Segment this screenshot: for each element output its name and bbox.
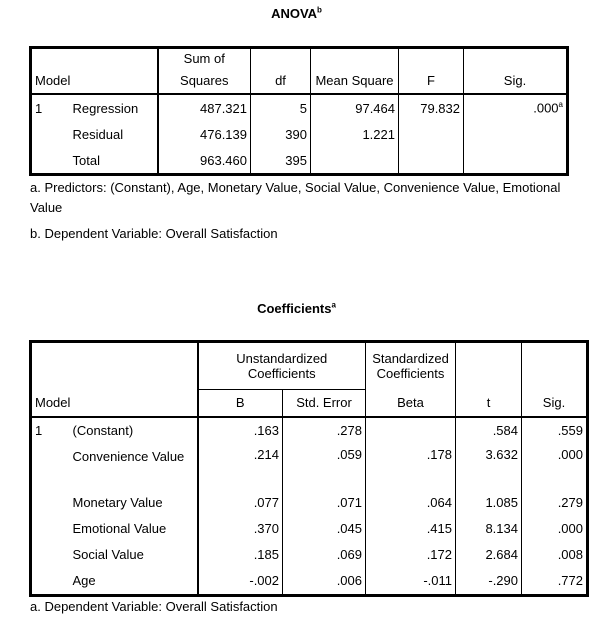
coefficients-cell-sig: .559 <box>522 417 588 444</box>
coefficients-header-beta: Beta <box>366 389 456 417</box>
coefficients-cell-t: .584 <box>456 417 522 444</box>
anova-cell-f <box>399 147 464 175</box>
anova-header-mean-square: Mean Square <box>311 67 399 94</box>
table-row <box>31 542 588 568</box>
anova-row-label: Total <box>72 152 100 168</box>
anova-cell-mean: 1.221 <box>311 121 399 147</box>
anova-header-sum-line1: Sum of <box>158 48 251 68</box>
coefficients-cell-se: .045 <box>283 516 366 542</box>
coefficients-table <box>29 340 589 597</box>
coefficients-header-row <box>31 389 588 417</box>
anova-cell-sum: 487.321 <box>158 94 251 121</box>
std-line1: Standardized <box>372 351 449 366</box>
anova-cell-sig <box>464 121 568 147</box>
coefficients-row-label: Social Value <box>72 547 144 562</box>
coefficients-row-label: Age <box>72 573 96 588</box>
anova-cell-sum: 963.460 <box>158 147 251 175</box>
anova-cell-df: 395 <box>251 147 311 175</box>
coefficients-cell-se: .006 <box>283 568 366 596</box>
coefficients-cell-sig: .772 <box>522 568 588 596</box>
coefficients-cell-beta: .415 <box>366 516 456 542</box>
coefficients-cell-se: .059 <box>283 444 366 490</box>
anova-cell-f: 79.832 <box>399 94 464 121</box>
coefficients-cell-sig: .008 <box>522 542 588 568</box>
anova-header-f: F <box>399 67 464 94</box>
coefficients-row-label: Convenience Value <box>72 448 185 464</box>
coefficients-cell-se: .069 <box>283 542 366 568</box>
unstd-line2: Coefficients <box>247 365 316 381</box>
anova-cell-f <box>399 121 464 147</box>
coefficients-header-standardized <box>366 342 456 390</box>
coefficients-cell-se: .071 <box>283 490 366 516</box>
coefficients-cell-t: 3.632 <box>456 444 522 490</box>
anova-header-sig: Sig. <box>464 67 568 94</box>
coefficients-cell-sig: .000 <box>522 444 588 490</box>
table-row <box>31 516 588 542</box>
unstd-line1: Unstandardized <box>236 350 328 366</box>
coefficients-cell-t: -.290 <box>456 568 522 596</box>
coefficients-title-footnote: a <box>331 300 336 310</box>
anova-cell-mean: 97.464 <box>311 94 399 121</box>
anova-row-label: Regression <box>72 100 139 116</box>
coefficients-header-b: B <box>198 389 283 417</box>
coefficients-cell-b: .163 <box>198 417 283 444</box>
anova-row-label: Residual <box>72 126 124 142</box>
anova-cell-df: 5 <box>251 94 311 121</box>
anova-model-number: 1 <box>35 100 43 116</box>
coefficients-header-row-top <box>31 342 588 390</box>
coefficients-header-std-error: Std. Error <box>283 389 366 417</box>
coefficients-cell-b: .370 <box>198 516 283 542</box>
table-row <box>31 121 568 147</box>
table-row <box>31 94 568 121</box>
anova-cell-sig: .000$^a$ <box>464 94 568 121</box>
coefficients-cell-b: .214 <box>198 444 283 490</box>
anova-header-model: Model <box>31 67 158 94</box>
coefficients-cell-t: 2.684 <box>456 542 522 568</box>
table-row <box>31 568 588 596</box>
anova-note-predictors: a. Predictors: (Constant), Age, Monetary Value, Social Value, Convenience Value, Emotional Value <box>30 180 561 215</box>
coefficients-cell-b: .185 <box>198 542 283 568</box>
table-row <box>31 444 588 490</box>
anova-cell-df: 390 <box>251 121 311 147</box>
coefficients-cell-sig: .279 <box>522 490 588 516</box>
anova-cell-mean <box>311 147 399 175</box>
coefficients-cell-t: 1.085 <box>456 490 522 516</box>
anova-title: ANOVA$^b$ <box>271 5 322 21</box>
std-line2: Coefficients <box>376 366 445 381</box>
coefficients-header-unstandardized <box>198 342 366 390</box>
anova-header-sum-line2: Squares <box>158 67 251 94</box>
table-row <box>31 490 588 516</box>
anova-header-df: df <box>251 67 311 94</box>
anova-sig-footnote: a <box>558 100 563 110</box>
coefficients-row-label: (Constant) <box>72 423 134 438</box>
coefficients-cell-beta: .172 <box>366 542 456 568</box>
coefficients-row-label: Emotional Value <box>72 521 167 536</box>
anova-note-dependent: b. Dependent Variable: Overall Satisfaction <box>30 226 278 241</box>
coefficients-row-label: Monetary Value <box>72 495 163 510</box>
anova-title-footnote: b <box>317 5 322 15</box>
table-row <box>31 147 568 175</box>
coefficients-cell-beta: .178 <box>366 444 456 490</box>
anova-cell-sum: 476.139 <box>158 121 251 147</box>
coefficients-header-sig: Sig. <box>522 389 588 417</box>
coefficients-header-t: t <box>456 389 522 417</box>
table-row <box>31 417 588 444</box>
anova-header-row-top <box>31 48 568 68</box>
anova-cell-sig <box>464 147 568 175</box>
anova-table <box>29 46 569 176</box>
coefficients-header-model: Model <box>31 389 198 417</box>
coefficients-cell-beta: .064 <box>366 490 456 516</box>
coefficients-model-number: 1 <box>35 423 43 438</box>
coefficients-cell-sig: .000 <box>522 516 588 542</box>
coefficients-cell-b: -.002 <box>198 568 283 596</box>
coefficients-cell-se: .278 <box>283 417 366 444</box>
coefficients-note-dependent: a. Dependent Variable: Overall Satisfaction <box>30 599 278 614</box>
coefficients-cell-t: 8.134 <box>456 516 522 542</box>
coefficients-cell-b: .077 <box>198 490 283 516</box>
coefficients-cell-beta <box>366 417 456 444</box>
coefficients-cell-beta: -.011 <box>366 568 456 596</box>
anova-header-row <box>31 67 568 94</box>
coefficients-title: Coefficients$^a$ <box>257 300 336 316</box>
